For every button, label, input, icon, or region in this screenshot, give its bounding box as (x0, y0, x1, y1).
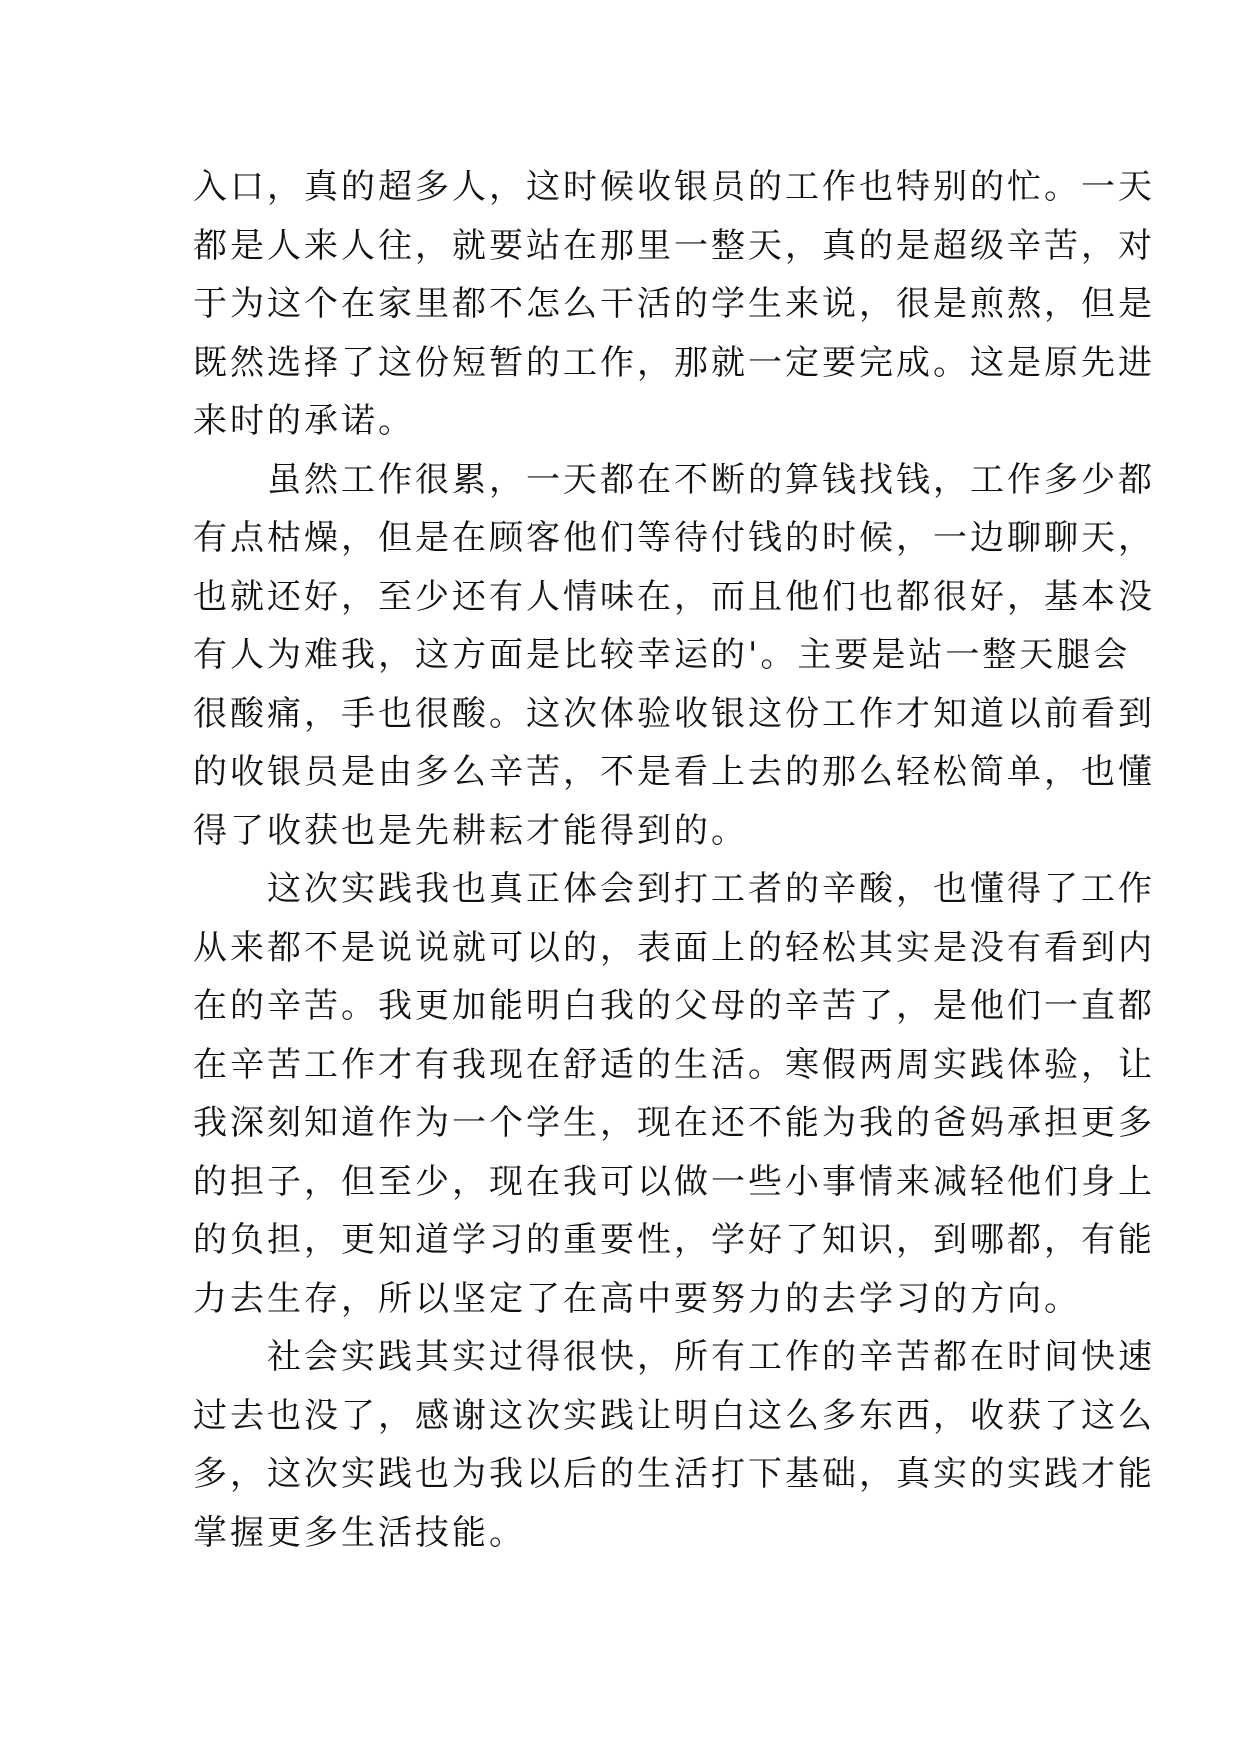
text-line: 社会实践其实过得很快，所有工作的辛苦都在时间快速 (193, 1337, 1155, 1377)
text-line: 也就还好，至少还有人情味在，而且他们也都很好，基本没 (193, 576, 1155, 617)
text-line: 有点枯燥，但是在顾客他们等待付钱的时候，一边聊聊天， (193, 518, 1155, 558)
text-line: 多，这次实践也为我以后的生活打下基础，真实的实践才能 (193, 1454, 1155, 1494)
text-line: 的负担，更知道学习的重要性，学好了知识，到哪都，有能 (193, 1220, 1155, 1260)
body-text (193, 158, 1155, 1562)
text-line: 掌握更多生活技能。 (193, 1512, 526, 1553)
text-line: 从来都不是说说就可以的，表面上的轻松其实是没有看到内 (193, 927, 1155, 968)
text-line: 这次实践我也真正体会到打工者的辛酸，也懂得了工作 (193, 869, 1155, 909)
text-line: 很酸痛，手也很酸。这次体验收银这份工作才知道以前看到 (193, 693, 1155, 734)
text-line: 既然选择了这份短暂的工作，那就一定要完成。这是原先进 (193, 342, 1155, 383)
text-line: 在的辛苦。我更加能明白我的父母的辛苦了，是他们一直都 (193, 986, 1155, 1026)
text-line: 力去生存，所以坚定了在高中要努力的去学习的方向。 (193, 1278, 1081, 1319)
text-line: 过去也没了，感谢这次实践让明白这么多东西，收获了这么 (193, 1395, 1155, 1436)
text-line: 我深刻知道作为一个学生，现在还不能为我的爸妈承担更多 (193, 1103, 1155, 1143)
text-line: 于为这个在家里都不怎么干活的学生来说，很是煎熬，但是 (193, 284, 1155, 324)
text-line: 的担子，但至少，现在我可以做一些小事情来减轻他们身上 (193, 1161, 1155, 1202)
text-line: 虽然工作很累，一天都在不断的算钱找钱，工作多少都 (193, 459, 1155, 500)
text-line: 有人为难我，这方面是比较幸运的'。主要是站一整天腿会 (193, 635, 1131, 675)
text-line: 都是人来人往，就要站在那里一整天，真的是超级辛苦，对 (193, 225, 1155, 266)
text-line: 入口，真的超多人，这时候收银员的工作也特别的忙。一天 (193, 167, 1155, 207)
text-line: 得了收获也是先耕耘才能得到的。 (193, 810, 748, 851)
text-line: 的收银员是由多么辛苦，不是看上去的那么轻松简单，也懂 (193, 752, 1155, 792)
text-line: 来时的承诺。 (193, 401, 415, 441)
text-line: 在辛苦工作才有我现在舒适的生活。寒假两周实践体验，让 (193, 1044, 1155, 1085)
